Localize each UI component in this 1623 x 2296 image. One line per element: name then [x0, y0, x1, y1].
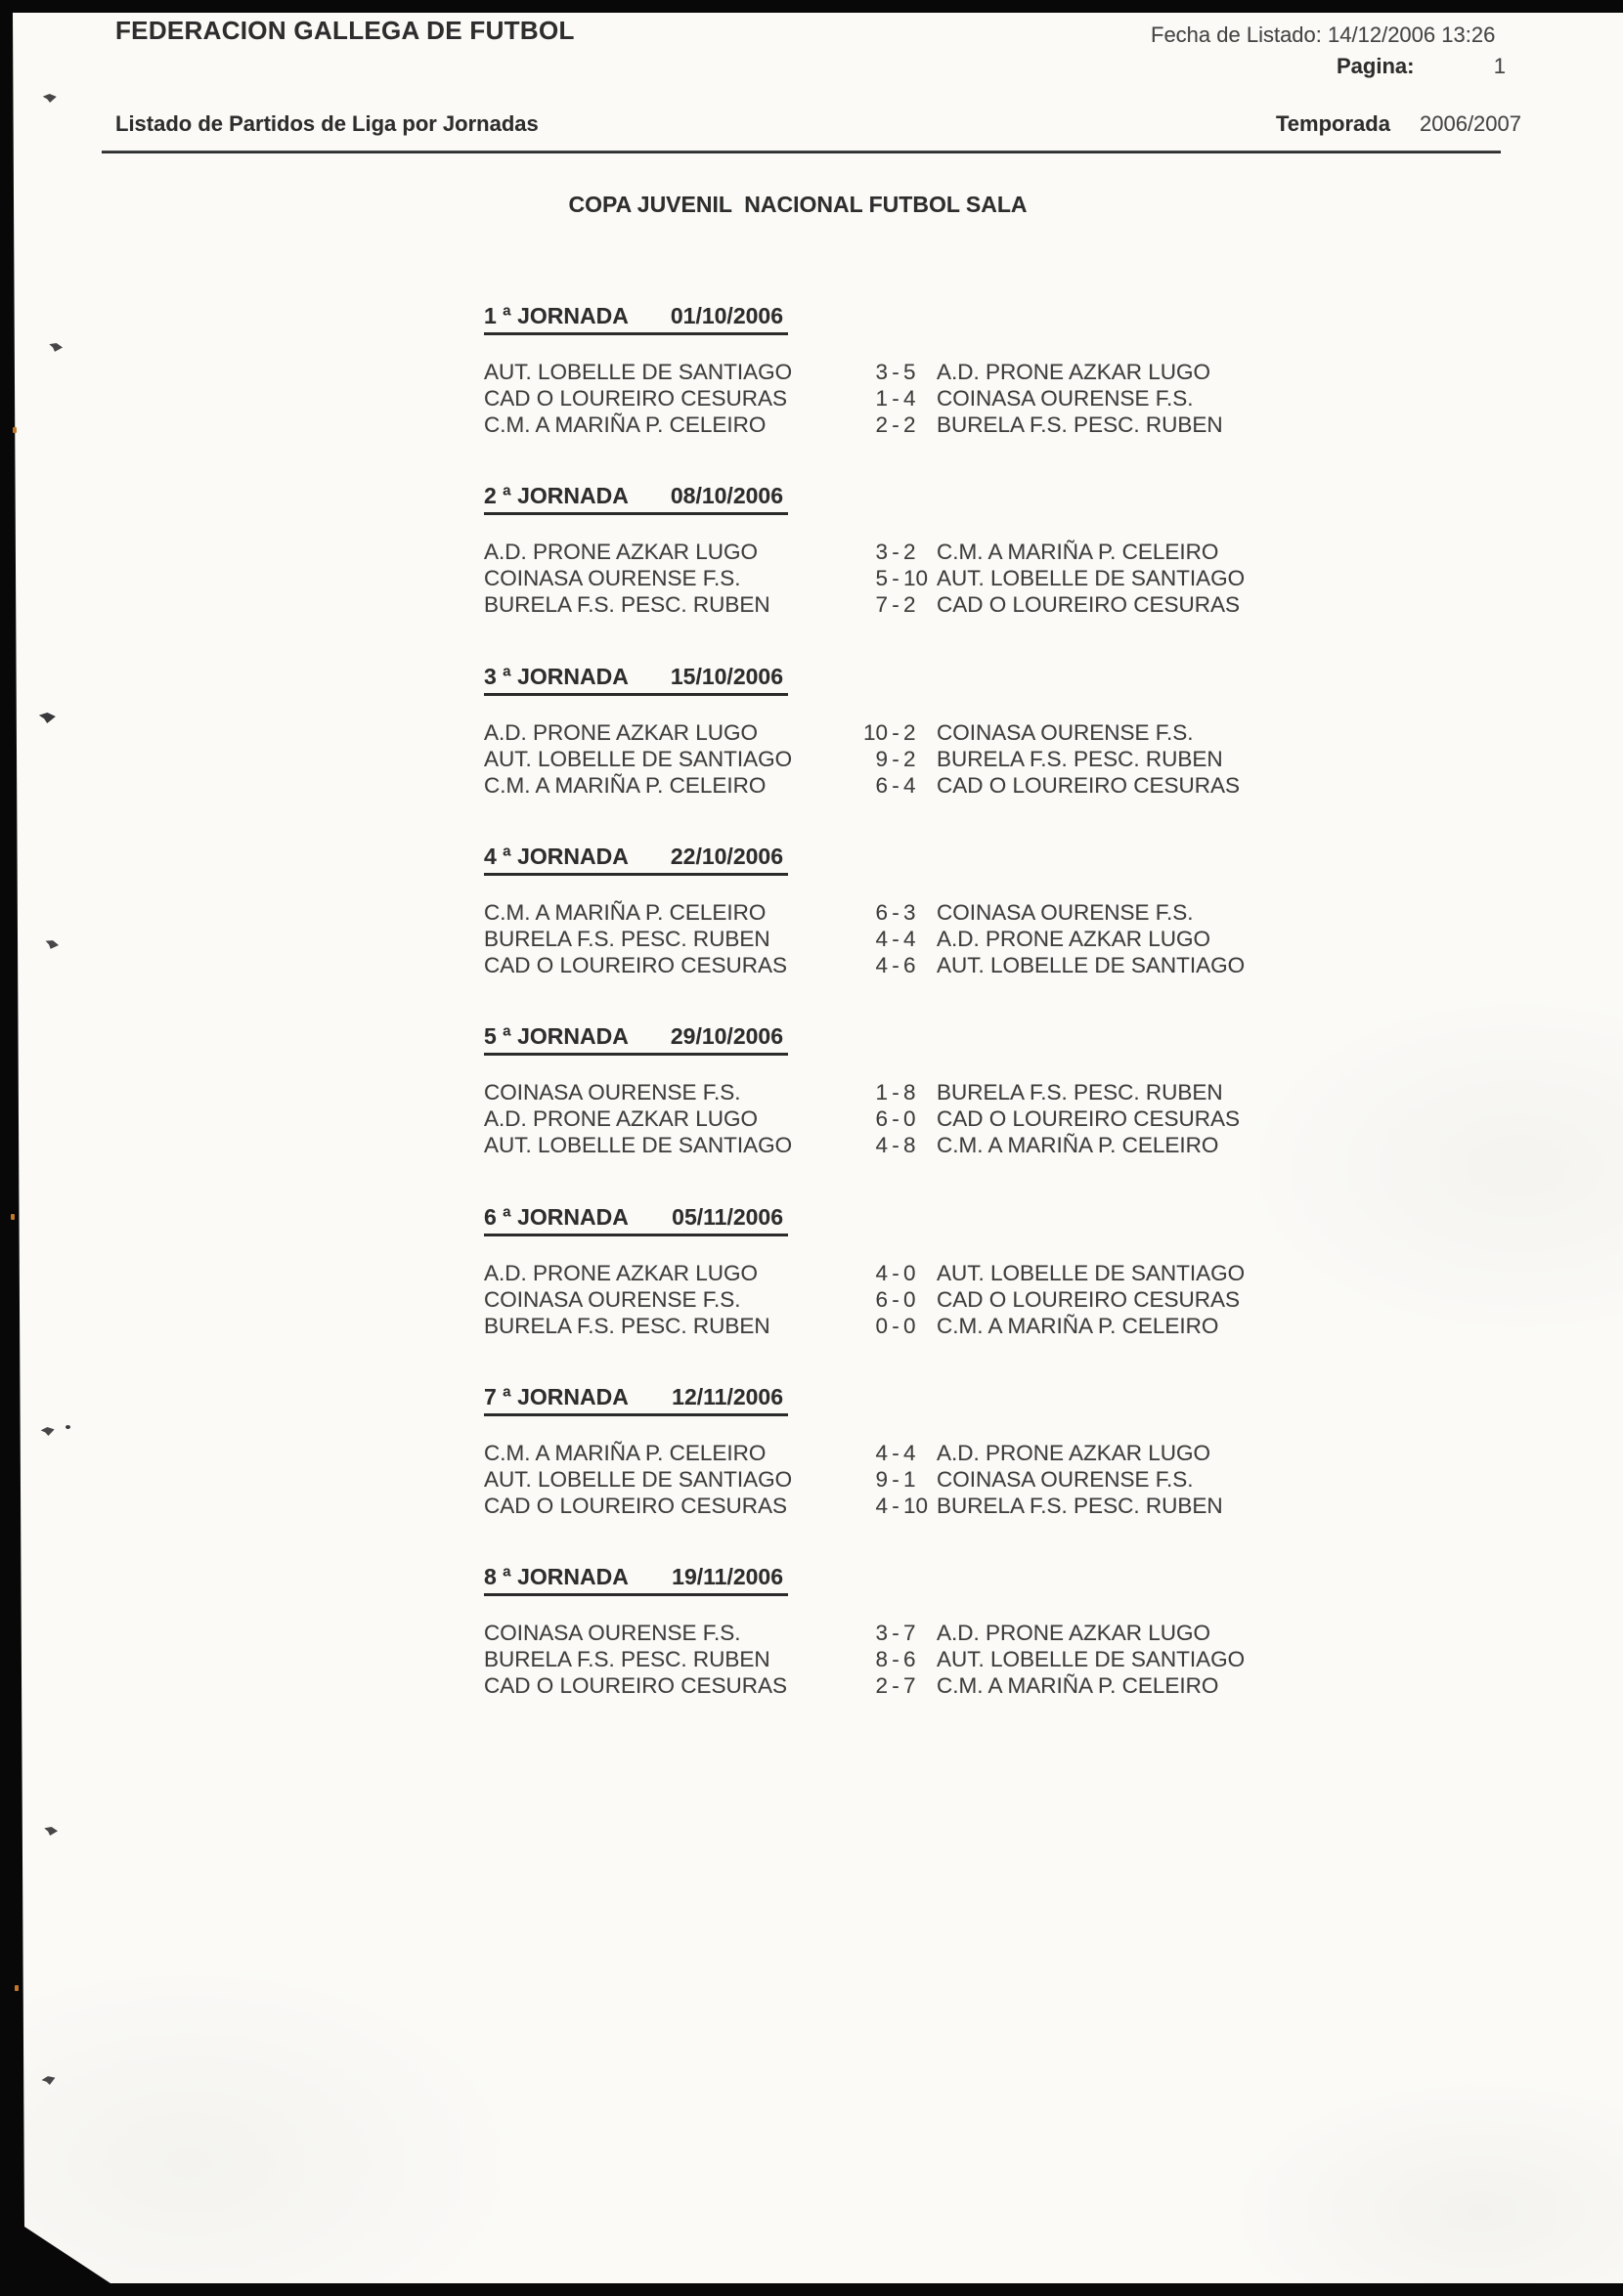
home-score: 2	[875, 412, 888, 437]
away-score: 8	[903, 1080, 916, 1105]
away-score: 2	[903, 540, 916, 564]
jornada-label: 7 ª JORNADA	[484, 1384, 629, 1409]
home-team: C.M. A MARIÑA P. CELEIRO	[484, 900, 767, 925]
list-date-value: 14/12/2006 13:26	[1328, 22, 1496, 47]
jornada-date: 01/10/2006	[670, 303, 783, 328]
home-team: CAD O LOUREIRO CESURAS	[484, 1673, 788, 1698]
away-score: 4	[903, 773, 916, 798]
home-score: 6	[875, 773, 888, 798]
match-row	[484, 1466, 1403, 1493]
match-row	[484, 1646, 1403, 1672]
match-row	[484, 591, 1403, 618]
score-separator: -	[892, 1314, 899, 1338]
jornada-label: 2 ª JORNADA	[484, 483, 629, 508]
match-row	[484, 1440, 1403, 1466]
away-score: 2	[903, 720, 916, 745]
scan-edge-speck	[13, 427, 17, 433]
away-team: AUT. LOBELLE DE SANTIAGO	[937, 1261, 1246, 1285]
jornada-label: 5 ª JORNADA	[484, 1023, 629, 1049]
away-score: 4	[903, 1441, 916, 1465]
match-list	[484, 1620, 1403, 1699]
jornada-section	[484, 303, 1403, 438]
home-score: 10	[862, 720, 888, 745]
home-score: 8	[875, 1647, 888, 1671]
home-score: 4	[875, 927, 888, 951]
jornada-date: 22/10/2006	[670, 844, 783, 869]
match-list	[484, 1440, 1403, 1519]
home-score: 4	[875, 953, 888, 977]
away-score: 6	[903, 1647, 916, 1671]
away-score: 4	[903, 386, 916, 411]
home-score: 9	[875, 1467, 888, 1492]
away-score: 0	[903, 1106, 916, 1131]
match-row	[484, 1620, 1403, 1646]
score-separator: -	[892, 592, 899, 617]
away-score: 7	[903, 1673, 916, 1698]
score-separator: -	[892, 1261, 899, 1285]
competition-title: COPA JUVENIL NACIONAL FUTBOL SALA	[568, 192, 1028, 217]
home-team: C.M. A MARIÑA P. CELEIRO	[484, 1441, 767, 1465]
home-score: 4	[875, 1494, 888, 1518]
home-team: BURELA F.S. PESC. RUBEN	[484, 927, 770, 951]
away-team: CAD O LOUREIRO CESURAS	[937, 1287, 1241, 1312]
jornada-label: 4 ª JORNADA	[484, 844, 629, 869]
away-team: A.D. PRONE AZKAR LUGO	[937, 1621, 1211, 1645]
away-team: A.D. PRONE AZKAR LUGO	[937, 927, 1211, 951]
score-separator: -	[892, 720, 899, 745]
score-separator: -	[892, 1647, 899, 1671]
match-row	[484, 746, 1403, 772]
score-separator: -	[892, 412, 899, 437]
home-team: COINASA OURENSE F.S.	[484, 1621, 741, 1645]
scan-edge-speck	[11, 1214, 15, 1220]
match-row	[484, 1260, 1403, 1286]
away-score: 2	[903, 747, 916, 771]
home-team: BURELA F.S. PESC. RUBEN	[484, 1314, 770, 1338]
page-number-label: Pagina:	[1337, 54, 1415, 78]
home-score: 0	[875, 1314, 888, 1338]
jornada-date: 12/11/2006	[672, 1384, 783, 1409]
jornada-date: 08/10/2006	[670, 483, 783, 508]
score-separator: -	[892, 386, 899, 411]
home-team: A.D. PRONE AZKAR LUGO	[484, 1261, 759, 1285]
jornada-header	[484, 1023, 788, 1056]
away-score: 8	[903, 1133, 916, 1157]
jornada-header	[484, 1204, 788, 1236]
list-date-label: Fecha de Listado:	[1151, 22, 1322, 47]
home-score: 6	[875, 1287, 888, 1312]
match-list	[484, 1260, 1403, 1339]
match-row	[484, 1132, 1403, 1158]
match-row	[484, 952, 1403, 978]
score-separator: -	[892, 900, 899, 925]
away-team: AUT. LOBELLE DE SANTIAGO	[937, 953, 1246, 977]
score-separator: -	[892, 1467, 899, 1492]
score-separator: -	[892, 1621, 899, 1645]
score-separator: -	[892, 927, 899, 951]
jornada-header	[484, 1564, 788, 1596]
score-separator: -	[892, 747, 899, 771]
home-team: C.M. A MARIÑA P. CELEIRO	[484, 773, 767, 798]
match-row	[484, 1493, 1403, 1519]
away-team: C.M. A MARIÑA P. CELEIRO	[937, 1133, 1219, 1157]
score-separator: -	[892, 1106, 899, 1131]
home-score: 4	[875, 1441, 888, 1465]
score-separator: -	[892, 540, 899, 564]
away-team: C.M. A MARIÑA P. CELEIRO	[937, 1314, 1219, 1338]
home-score: 5	[875, 566, 888, 590]
away-team: CAD O LOUREIRO CESURAS	[937, 773, 1241, 798]
match-row	[484, 926, 1403, 952]
jornada-date: 15/10/2006	[670, 664, 783, 689]
season-label: Temporada	[1276, 111, 1390, 136]
away-score: 7	[903, 1621, 916, 1645]
match-list	[484, 539, 1403, 618]
home-team: A.D. PRONE AZKAR LUGO	[484, 540, 759, 564]
score-separator: -	[892, 1673, 899, 1698]
match-row	[484, 385, 1403, 412]
home-score: 7	[875, 592, 888, 617]
jornada-date: 29/10/2006	[670, 1023, 783, 1049]
home-score: 3	[875, 540, 888, 564]
home-score: 3	[875, 360, 888, 384]
away-team: AUT. LOBELLE DE SANTIAGO	[937, 566, 1246, 590]
jornada-label: 8 ª JORNADA	[484, 1564, 629, 1589]
away-score: 0	[903, 1287, 916, 1312]
scan-edge-speck	[15, 1985, 19, 1991]
jornada-label: 3 ª JORNADA	[484, 664, 629, 689]
home-team: CAD O LOUREIRO CESURAS	[484, 1494, 788, 1518]
jornada-section	[484, 1384, 1403, 1519]
score-separator: -	[892, 1133, 899, 1157]
away-score: 2	[903, 592, 916, 617]
home-team: CAD O LOUREIRO CESURAS	[484, 386, 788, 411]
match-list	[484, 1079, 1403, 1158]
home-score: 2	[875, 1673, 888, 1698]
away-score: 2	[903, 412, 916, 437]
organization-title: FEDERACION GALLEGA DE FUTBOL	[115, 16, 575, 45]
home-score: 3	[875, 1621, 888, 1645]
home-team: CAD O LOUREIRO CESURAS	[484, 953, 788, 977]
page-number-value: 1	[1493, 54, 1506, 78]
score-separator: -	[892, 360, 899, 384]
away-team: AUT. LOBELLE DE SANTIAGO	[937, 1647, 1246, 1671]
score-separator: -	[892, 1080, 899, 1105]
home-team: COINASA OURENSE F.S.	[484, 566, 741, 590]
match-row	[484, 772, 1403, 799]
home-team: COINASA OURENSE F.S.	[484, 1080, 741, 1105]
away-score: 1	[903, 1467, 916, 1492]
report-subtitle: Listado de Partidos de Liga por Jornadas	[115, 111, 539, 136]
match-row	[484, 359, 1403, 385]
away-score: 3	[903, 900, 916, 925]
match-row	[484, 1313, 1403, 1339]
away-score: 5	[903, 360, 916, 384]
score-separator: -	[892, 1494, 899, 1518]
home-team: AUT. LOBELLE DE SANTIAGO	[484, 1467, 793, 1492]
match-list	[484, 359, 1403, 438]
match-row	[484, 565, 1403, 591]
away-score: 0	[903, 1314, 916, 1338]
score-separator: -	[892, 566, 899, 590]
away-score: 4	[903, 927, 916, 951]
away-score: 6	[903, 953, 916, 977]
scan-dot	[66, 1425, 70, 1429]
jornada-header	[484, 1384, 788, 1416]
jornada-section	[484, 1564, 1403, 1699]
home-score: 9	[875, 747, 888, 771]
home-team: BURELA F.S. PESC. RUBEN	[484, 1647, 770, 1671]
home-score: 4	[875, 1133, 888, 1157]
jornada-label: 1 ª JORNADA	[484, 303, 629, 328]
away-team: BURELA F.S. PESC. RUBEN	[937, 1494, 1223, 1518]
jornada-header	[484, 483, 788, 515]
away-score: 10	[903, 1494, 929, 1518]
home-score: 6	[875, 900, 888, 925]
away-team: A.D. PRONE AZKAR LUGO	[937, 1441, 1211, 1465]
home-team: AUT. LOBELLE DE SANTIAGO	[484, 747, 793, 771]
home-team: BURELA F.S. PESC. RUBEN	[484, 592, 770, 617]
away-team: COINASA OURENSE F.S.	[937, 386, 1194, 411]
away-team: CAD O LOUREIRO CESURAS	[937, 592, 1241, 617]
score-separator: -	[892, 953, 899, 977]
home-score: 1	[875, 386, 888, 411]
score-separator: -	[892, 1287, 899, 1312]
away-team: BURELA F.S. PESC. RUBEN	[937, 747, 1223, 771]
jornada-section	[484, 1023, 1403, 1158]
match-row	[484, 412, 1403, 438]
jornada-section	[484, 664, 1403, 799]
match-row	[484, 719, 1403, 746]
score-separator: -	[892, 773, 899, 798]
home-team: AUT. LOBELLE DE SANTIAGO	[484, 360, 793, 384]
home-team: C.M. A MARIÑA P. CELEIRO	[484, 412, 767, 437]
jornada-section	[484, 1204, 1403, 1339]
jornada-header	[484, 844, 788, 876]
home-score: 4	[875, 1261, 888, 1285]
away-team: COINASA OURENSE F.S.	[937, 900, 1194, 925]
match-row	[484, 1105, 1403, 1132]
away-team: A.D. PRONE AZKAR LUGO	[937, 360, 1211, 384]
match-row	[484, 1079, 1403, 1105]
away-score: 10	[903, 566, 929, 590]
jornada-header	[484, 664, 788, 696]
away-team: COINASA OURENSE F.S.	[937, 720, 1194, 745]
home-team: A.D. PRONE AZKAR LUGO	[484, 1106, 759, 1131]
away-team: C.M. A MARIÑA P. CELEIRO	[937, 1673, 1219, 1698]
home-score: 6	[875, 1106, 888, 1131]
jornada-section	[484, 483, 1403, 618]
match-list	[484, 719, 1403, 799]
away-team: BURELA F.S. PESC. RUBEN	[937, 412, 1223, 437]
match-list	[484, 899, 1403, 978]
jornada-section	[484, 844, 1403, 978]
away-team: CAD O LOUREIRO CESURAS	[937, 1106, 1241, 1131]
jornada-header	[484, 303, 788, 335]
away-team: C.M. A MARIÑA P. CELEIRO	[937, 540, 1219, 564]
match-row	[484, 1286, 1403, 1313]
away-score: 0	[903, 1261, 916, 1285]
match-row	[484, 899, 1403, 926]
home-team: COINASA OURENSE F.S.	[484, 1287, 741, 1312]
home-team: A.D. PRONE AZKAR LUGO	[484, 720, 759, 745]
away-team: BURELA F.S. PESC. RUBEN	[937, 1080, 1223, 1105]
home-team: AUT. LOBELLE DE SANTIAGO	[484, 1133, 793, 1157]
match-row	[484, 1672, 1403, 1699]
away-team: COINASA OURENSE F.S.	[937, 1467, 1194, 1492]
score-separator: -	[892, 1441, 899, 1465]
match-row	[484, 539, 1403, 565]
jornada-date: 05/11/2006	[672, 1204, 783, 1230]
jornada-date: 19/11/2006	[672, 1564, 783, 1589]
jornada-label: 6 ª JORNADA	[484, 1204, 629, 1230]
season-value: 2006/2007	[1420, 111, 1521, 136]
home-score: 1	[875, 1080, 888, 1105]
